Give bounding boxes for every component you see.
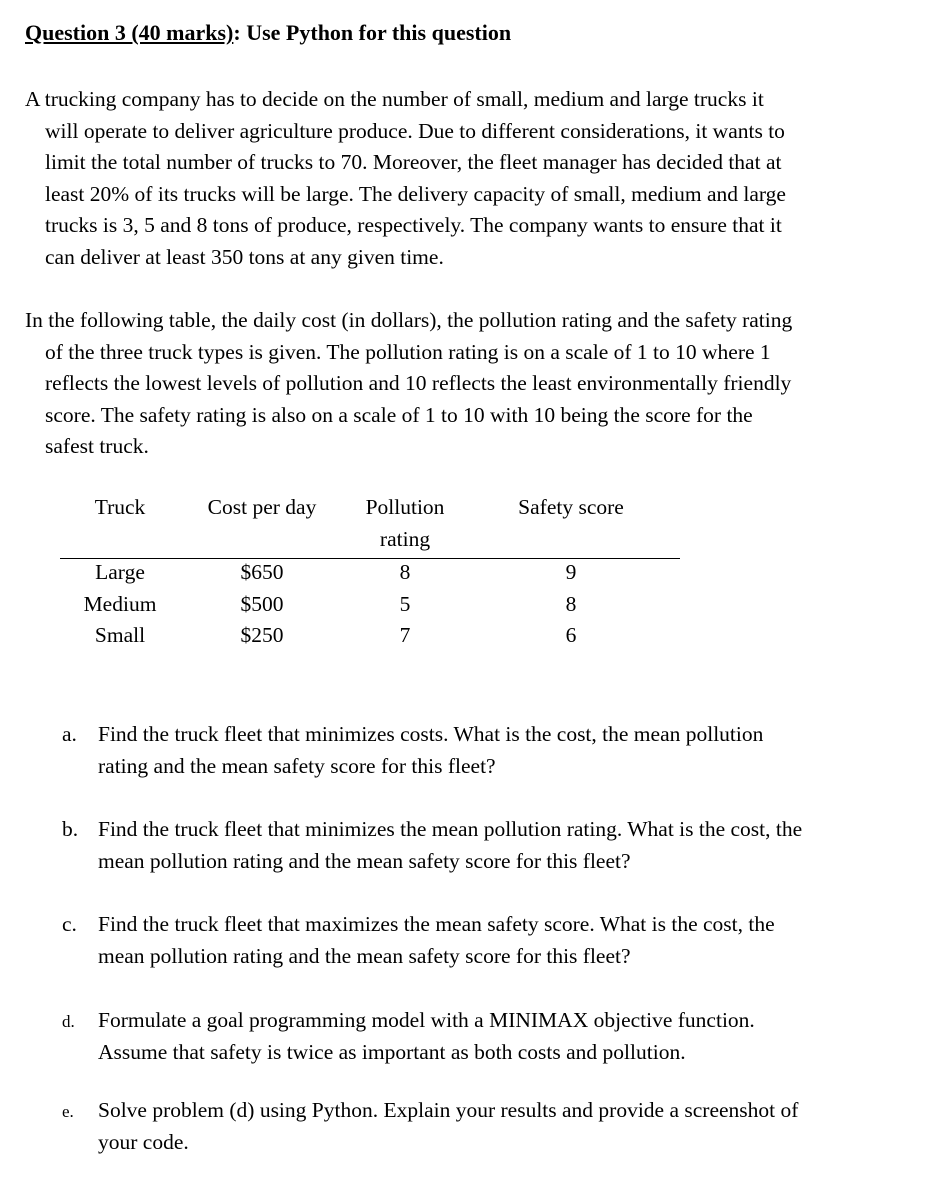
question-marker: c. xyxy=(62,912,77,936)
table-intro-line: of the three truck types is given. The pollution rating is on a scale of 1 to 10 where 1 xyxy=(45,339,771,364)
cell-cost: $250 xyxy=(240,623,284,647)
cell-safety: 8 xyxy=(565,592,577,616)
question-marker: d. xyxy=(62,1012,75,1031)
table-intro-line: score. The safety rating is also on a scale of 1 to 10 with 10 being the score for the xyxy=(45,402,753,427)
question-line: your code. xyxy=(98,1130,189,1154)
intro-line: can deliver at least 350 tons at any given time. xyxy=(45,244,444,269)
question-line: Solve problem (d) using Python. Explain your results and provide a screenshot of xyxy=(98,1098,799,1122)
intro-line: will operate to deliver agriculture produce. Due to different considerations, it wants to xyxy=(45,118,785,143)
cell-safety: 6 xyxy=(565,623,577,647)
question-line: mean pollution rating and the mean safety score for this fleet? xyxy=(98,944,631,968)
header-pollution: Pollution xyxy=(365,495,445,519)
header-cost: Cost per day xyxy=(207,495,317,519)
question-line: Find the truck fleet that minimizes the mean pollution rating. What is the cost, the xyxy=(98,817,803,841)
cell-truck: Medium xyxy=(83,592,157,616)
header-truck: Truck xyxy=(94,495,146,519)
header-safety: Safety score xyxy=(518,495,624,519)
question-marker: e. xyxy=(62,1102,74,1121)
intro-line: trucks is 3, 5 and 8 tons of produce, respectively. The company wants to ensure that it xyxy=(45,213,782,238)
intro-paragraph xyxy=(25,84,895,274)
cell-safety: 9 xyxy=(565,560,577,584)
question-line: Find the truck fleet that maximizes the mean safety score. What is the cost, the xyxy=(98,912,775,936)
cell-cost: $500 xyxy=(240,592,284,616)
question-line: mean pollution rating and the mean safety score for this fleet? xyxy=(98,849,631,873)
question-title-label: Question 3 (40 marks) xyxy=(25,20,234,45)
question-line: Formulate a goal programming model with a MINIMAX objective function. xyxy=(98,1008,755,1032)
intro-line: limit the total number of trucks to 70. Moreover, the fleet manager has decided that at xyxy=(45,150,782,175)
question-line: Find the truck fleet that minimizes costs. What is the cost, the mean pollution xyxy=(98,722,764,746)
question-title xyxy=(25,20,511,46)
header-pollution-line2: rating xyxy=(379,527,431,551)
cell-truck: Large xyxy=(95,560,145,584)
cell-pollution: 5 xyxy=(399,592,411,616)
cell-truck: Small xyxy=(94,623,146,647)
cell-pollution: 8 xyxy=(399,560,411,584)
table-intro-paragraph xyxy=(25,305,895,463)
cell-cost: $650 xyxy=(240,560,284,584)
question-marker: a. xyxy=(62,722,77,746)
table-intro-line: safest truck. xyxy=(45,434,149,459)
question-marker: b. xyxy=(62,817,79,841)
table-intro-line: In the following table, the daily cost (in dollars), the pollution rating and the safety rating xyxy=(25,308,793,332)
intro-line: least 20% of its trucks will be large. The delivery capacity of small, medium and large xyxy=(45,181,786,206)
cell-pollution: 7 xyxy=(399,623,411,647)
intro-line: A trucking company has to decide on the number of small, medium and large trucks it xyxy=(25,87,764,111)
question-line: rating and the mean safety score for this fleet? xyxy=(98,754,496,778)
question-title-rest: : Use Python for this question xyxy=(233,20,512,45)
question-line: Assume that safety is twice as important as both costs and pollution. xyxy=(98,1040,686,1064)
table-intro-line: reflects the lowest levels of pollution and 10 reflects the least environmentally friendly xyxy=(45,371,792,396)
table-divider xyxy=(60,558,680,559)
